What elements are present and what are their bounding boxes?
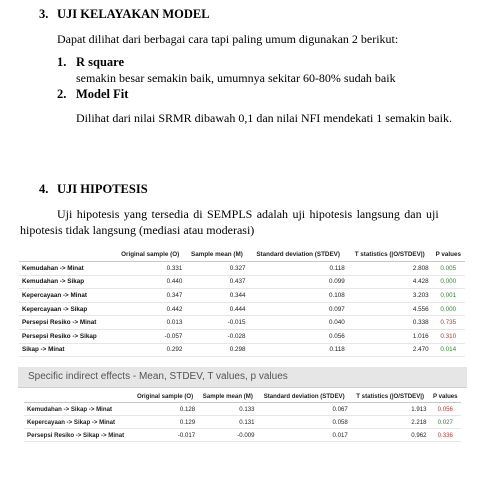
sample-mean-cell: -0.009 [198,429,257,442]
p-value-cell: 0.336 [430,429,461,442]
header-t-statistics: T statistics (|O/STDEV|) [351,391,430,403]
header-sample-mean: Sample mean (M) [198,391,257,403]
stdev-cell: 0.118 [249,343,348,357]
t-statistics-cell: 1.016 [348,329,432,343]
p-value-cell: 0.000 [432,302,465,316]
row-label: Persepsi Resiko -> Minat [19,316,115,330]
t-statistics-cell: 0.338 [348,316,432,330]
sample-mean-cell: 0.133 [198,403,257,416]
t-statistics-cell: 1.913 [351,403,430,416]
original-sample-cell: 0.331 [115,262,185,276]
sample-mean-cell: 0.131 [198,416,257,429]
t-statistics-cell: 0.962 [351,429,430,442]
row-label: Kemudahan -> Sikap [19,275,115,289]
stdev-cell: 0.067 [258,403,351,416]
item-1-text: semakin besar semakin baik, umumnya sekitar 60-80% sudah baik [76,71,396,85]
p-value-cell: 0.005 [432,262,465,276]
header-t-statistics: T statistics (|O/STDEV|) [348,248,432,262]
table-row [24,403,461,416]
header-original-sample: Original sample (O) [132,391,198,403]
original-sample-cell: 0.129 [132,416,198,429]
t-statistics-cell: 2.808 [348,262,432,276]
original-sample-cell: 0.442 [115,302,185,316]
original-sample-cell: -0.057 [115,329,185,343]
table-row [19,262,465,276]
item-1-title: R square [76,55,125,69]
table-row [19,316,465,330]
row-label: Kepercayaan -> Sikap -> Minat [24,416,132,429]
header-empty [24,391,132,403]
path-coefficients-table [19,248,465,357]
sample-mean-cell: 0.327 [185,262,248,276]
table-row [19,302,465,316]
table-row [19,289,465,303]
stdev-cell: 0.108 [249,289,348,303]
sample-mean-cell: 0.344 [185,289,248,303]
table-row [19,275,465,289]
section-4-heading: UJI HIPOTESIS [57,182,148,196]
original-sample-cell: 0.013 [115,316,185,330]
row-label: Kemudahan -> Minat [19,262,115,276]
header-stdev: Standard deviation (STDEV) [258,391,351,403]
row-label: Sikap -> Minat [19,343,115,357]
t-statistics-cell: 4.428 [348,275,432,289]
stdev-cell: 0.056 [249,329,348,343]
original-sample-cell: 0.347 [115,289,185,303]
section-4-paragraph-line-2: hipotesis tidak langsung (mediasi atau moderasi) [20,223,255,237]
row-label: Kepercayaan -> Minat [19,289,115,303]
original-sample-cell: -0.017 [132,429,198,442]
item-2-text: Dilihat dari nilai SRMR dibawah 0,1 dan nilai NFI mendekati 1 semakin baik. [76,111,452,125]
section-3-heading: UJI KELAYAKAN MODEL [57,7,210,21]
stdev-cell: 0.097 [249,302,348,316]
section-3-intro: Dapat dilihat dari berbagai cara tapi paling umum digunakan 2 berikut: [57,32,399,46]
stdev-cell: 0.118 [249,262,348,276]
section-4-paragraph-line-1: Uji hipotesis yang tersedia di SEMPLS adalah uji hipotesis langsung dan uji [57,207,439,221]
table-row [19,343,465,357]
sample-mean-cell: -0.028 [185,329,248,343]
p-value-cell: 0.056 [430,403,461,416]
row-label: Kepercayaan -> Sikap [19,302,115,316]
row-label: Persepsi Resiko -> Sikap [19,329,115,343]
original-sample-cell: 0.128 [132,403,198,416]
item-2-number: 2. [57,87,67,101]
p-value-cell: 0.001 [432,289,465,303]
header-stdev: Standard deviation (STDEV) [249,248,348,262]
p-value-cell: 0.310 [432,329,465,343]
header-empty [19,248,115,262]
t-statistics-cell: 3.203 [348,289,432,303]
p-value-cell: 0.735 [432,316,465,330]
indirect-effects-title: Specific indirect effects - Mean, STDEV, T values, p values [18,367,467,388]
row-label: Persepsi Resiko -> Sikap -> Minat [24,429,132,442]
t-statistics-cell: 4.556 [348,302,432,316]
stdev-cell: 0.058 [258,416,351,429]
header-p-values: P values [430,391,461,403]
table-header-row [19,248,465,262]
table-row [24,429,461,442]
p-value-cell: 0.014 [432,343,465,357]
indirect-effects-table [24,391,461,442]
indirect-effects-panel [18,367,467,440]
table-row [24,416,461,429]
header-sample-mean: Sample mean (M) [185,248,248,262]
stdev-cell: 0.099 [249,275,348,289]
item-1-number: 1. [57,55,67,69]
sample-mean-cell: 0.298 [185,343,248,357]
stdev-cell: 0.017 [258,429,351,442]
section-4-number: 4. [39,182,49,196]
sample-mean-cell: 0.437 [185,275,248,289]
sample-mean-cell: 0.444 [185,302,248,316]
sample-mean-cell: -0.015 [185,316,248,330]
header-p-values: P values [432,248,465,262]
row-label: Kemudahan -> Sikap -> Minat [24,403,132,416]
header-original-sample: Original sample (O) [115,248,185,262]
t-statistics-cell: 2.470 [348,343,432,357]
stdev-cell: 0.040 [249,316,348,330]
table-header-row [24,391,461,403]
original-sample-cell: 0.292 [115,343,185,357]
original-sample-cell: 0.440 [115,275,185,289]
item-2-title: Model Fit [76,87,129,101]
table-row [19,329,465,343]
p-value-cell: 0.000 [432,275,465,289]
section-3-number: 3. [39,7,49,21]
p-value-cell: 0.027 [430,416,461,429]
t-statistics-cell: 2.218 [351,416,430,429]
